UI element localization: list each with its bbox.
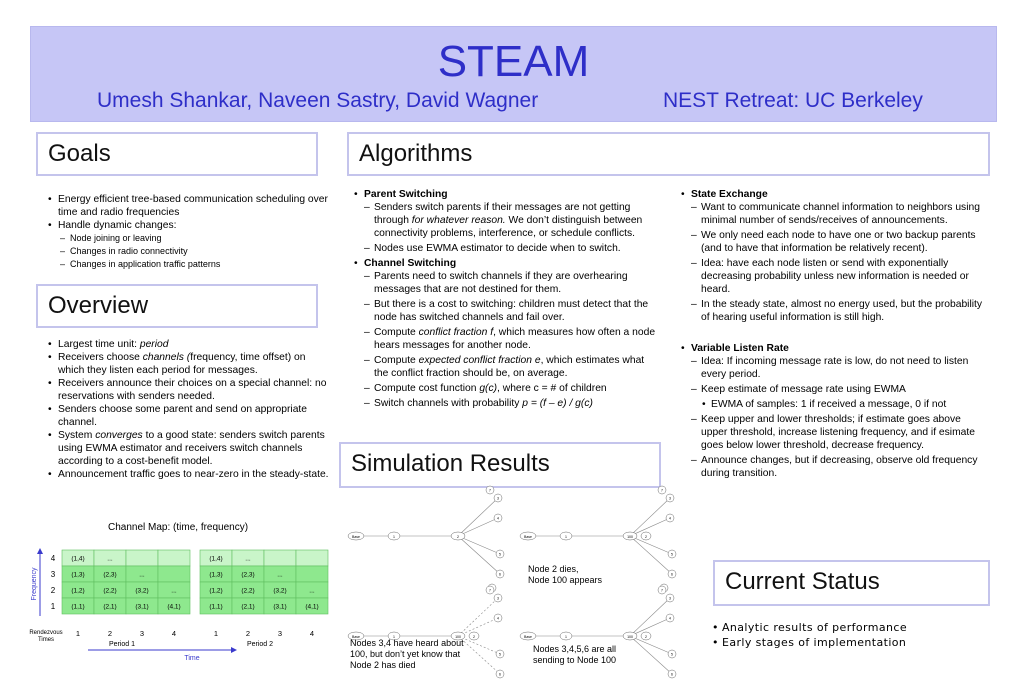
graph-node-label: 3 — [497, 496, 499, 501]
frequency-axis-arrow — [37, 548, 43, 554]
graph-node-label: 7 — [489, 488, 491, 493]
list-subitem: – But there is a cost to switching: children must detect that the node has switched channels and fail over. — [352, 298, 660, 324]
channel-cell-label: (3,2) — [273, 587, 287, 595]
channel-cell-label: (3,1) — [273, 603, 287, 611]
graph-node-label: 100 — [627, 535, 633, 539]
channel-cell-label: (2,3) — [103, 571, 117, 579]
channel-cell-label: ... — [171, 587, 177, 595]
simulation-graph — [348, 486, 504, 592]
list-subitem: – Announce changes, but if decreasing, observe old frequency during transition. — [679, 454, 984, 480]
list-subitem: – Keep upper and lower thresholds; if estimate goes above upper threshold, increase listening frequency, and if esimate goes below lower threshold, decrease frequency. — [679, 413, 984, 452]
time-axis-arrow — [231, 647, 237, 653]
channel-cell-label: ... — [277, 571, 283, 579]
time-axis-label: Time — [184, 655, 200, 662]
graph-edge — [458, 536, 500, 574]
list-item: • Receivers announce their choices on a special channel: no reservations with senders needed. — [46, 377, 331, 403]
graph-edge — [458, 498, 498, 536]
algorithms-right-list — [679, 188, 984, 482]
current-status-heading-box — [713, 560, 990, 606]
time-tick-label: 1 — [75, 629, 81, 638]
sim-caption-nodes3456: Nodes 3,4,5,6 are all sending to Node 100 — [533, 644, 617, 665]
state-exchange-title: • State Exchange — [679, 188, 984, 201]
channel-cell-label: (1,1) — [71, 603, 85, 611]
row-label: 1 — [50, 602, 56, 611]
graph-node-label: 1 — [565, 535, 567, 539]
list-item: • Receivers choose channels (frequency, time offset) on which they listen each period for messages. — [46, 351, 331, 377]
variable-listen-title: • Variable Listen Rate — [679, 342, 984, 355]
time-tick-label: 1 — [213, 629, 219, 638]
list-item: • Early stages of implementation — [710, 635, 907, 650]
channel-cell-label: (3,1) — [135, 603, 149, 611]
graph-node-label: 2 — [457, 535, 459, 539]
list-subsubitem: • EWMA of samples: 1 if received a message, 0 if not — [679, 398, 984, 411]
simulation-graph — [520, 586, 676, 682]
list-item: • System converges to a good state: senders switch parents using EWMA estimator and receivers switch channels according to a cost-benefit model. — [46, 429, 331, 468]
list-subitem: – Changes in application traffic patterns — [46, 258, 331, 271]
channel-cell — [264, 550, 296, 566]
row-label: 2 — [50, 586, 56, 595]
list-item: • Largest time unit: period — [46, 338, 331, 351]
graph-node-label: 3 — [497, 596, 499, 601]
poster-title: STEAM — [437, 37, 590, 86]
graph-node-label: 6 — [499, 572, 501, 577]
graph-node-label: Base — [352, 535, 360, 539]
list-subitem: – Keep estimate of message rate using EWMA — [679, 383, 984, 396]
list-subitem: – Changes in radio connectivity — [46, 245, 331, 258]
graph-node-label: 1 — [393, 635, 395, 639]
list-subitem: – Senders switch parents if their messages are not getting through for whatever reason. We don’t distinguish between connectivity problems, interference, or schedule conflicts. — [352, 201, 660, 240]
graph-node-label: Base — [524, 635, 532, 639]
list-subitem: – Parents need to switch channels if they are overhearing messages that are not destined for them. — [352, 270, 660, 296]
graph-edge — [630, 536, 672, 574]
channel-cell-label: ... — [139, 571, 145, 579]
graph-node-label: 2 — [645, 635, 647, 639]
list-item: • Handle dynamic changes: — [46, 219, 331, 232]
list-item: • Analytic results of performance — [710, 620, 907, 635]
channel-cell — [158, 566, 190, 582]
simulation-heading-box — [339, 442, 661, 488]
time-tick-label: 4 — [171, 629, 177, 638]
graph-node-label: 6 — [671, 572, 673, 577]
channel-cell — [296, 550, 328, 566]
goals-heading: Goals — [48, 140, 111, 167]
list-item: • Announcement traffic goes to near-zero in the steady-state. — [46, 468, 331, 481]
channel-cell-label: (1,2) — [209, 587, 223, 595]
channel-cell-label: (1,3) — [209, 571, 223, 579]
time-tick-label: 2 — [107, 629, 113, 638]
sim-caption-node2: Node 2 dies, Node 100 appears — [528, 564, 603, 585]
graph-node-label: Base — [352, 635, 360, 639]
rendezvous-label: Rendezvous — [29, 630, 63, 636]
channel-cell-label: (2,1) — [103, 603, 117, 611]
goals-list — [46, 193, 331, 271]
channel-cell-label: (1,1) — [209, 603, 223, 611]
channel-cell-label: (1,4) — [209, 555, 223, 563]
graph-node-label: 1 — [393, 535, 395, 539]
graph-node-label: 6 — [499, 672, 501, 677]
channel-cell-label: (1,4) — [71, 555, 85, 563]
time-tick-label: 4 — [309, 629, 315, 638]
graph-edge — [630, 636, 672, 674]
graph-edge — [458, 536, 500, 554]
algorithms-heading: Algorithms — [359, 140, 473, 167]
graph-node-label: 6 — [671, 672, 673, 677]
channel-cell — [158, 550, 190, 566]
row-label: 3 — [50, 570, 56, 579]
list-subitem: – Compute cost function g(c), where c = # of children — [352, 382, 660, 395]
list-subitem: – Want to communicate channel information to neighbors using minimal number of sends/receives of announcements. — [679, 201, 984, 227]
overview-heading: Overview — [48, 292, 149, 319]
channel-map-title: Channel Map: (time, frequency) — [108, 522, 249, 533]
graph-node-label: 7 — [661, 488, 663, 493]
channel-cell-label: (1,2) — [71, 587, 85, 595]
graph-node-label: 5 — [499, 652, 501, 657]
authors: Umesh Shankar, Naveen Sastry, David Wagner — [97, 89, 539, 112]
graph-node-label: 3 — [669, 596, 671, 601]
sim-caption-nodes34: Nodes 3,4 have heard about 100, but don’t yet know that Node 2 has died — [350, 638, 464, 670]
graph-node-label: 7 — [661, 588, 663, 593]
current-status-list — [710, 620, 907, 650]
channel-cell-label: ... — [245, 555, 251, 563]
graph-node-label: 4 — [669, 516, 671, 521]
channel-cell-label: (4,1) — [167, 603, 181, 611]
graph-node-label: 7 — [489, 588, 491, 593]
channel-cell-label: (2,2) — [241, 587, 255, 595]
channel-cell-label: (2,3) — [241, 571, 255, 579]
channel-cell-label: (1,3) — [71, 571, 85, 579]
parent-switching-title: • Parent Switching — [352, 188, 660, 201]
simulation-heading: Simulation Results — [351, 450, 550, 477]
list-subitem: – Idea: have each node listen or send with exponentially decreasing probability unless new information is needed or heard. — [679, 257, 984, 296]
row-label: 4 — [50, 554, 56, 563]
graph-node-label: Base — [524, 535, 532, 539]
list-subitem: – In the steady state, almost no energy used, but the probability of hearing useful information is still high. — [679, 298, 984, 324]
channel-map-diagram — [28, 544, 358, 662]
channel-cell — [296, 566, 328, 582]
graph-edge — [458, 598, 498, 636]
graph-edge — [630, 536, 672, 554]
overview-list — [46, 338, 331, 481]
list-subitem: – Switch channels with probability p = (f – e) / g(c) — [352, 397, 660, 410]
period-label: Period 2 — [246, 641, 274, 648]
time-tick-label: 2 — [245, 629, 251, 638]
list-item: • Senders choose some parent and send on appropriate channel. — [46, 403, 331, 429]
list-subitem: – Nodes use EWMA estimator to decide when to switch. — [352, 242, 660, 255]
current-status-heading: Current Status — [725, 568, 880, 595]
list-subitem: – Compute expected conflict fraction e, which estimates what the conflict fraction should be, on average. — [352, 354, 660, 380]
graph-node-label: 3 — [669, 496, 671, 501]
algorithms-left-list — [352, 188, 660, 412]
time-tick-label: 3 — [139, 629, 145, 638]
list-subitem: – Compute conflict fraction f, which measures how often a node hears messages for another node. — [352, 326, 660, 352]
graph-node-label: 1 — [565, 635, 567, 639]
graph-edge — [630, 498, 670, 536]
channel-cell-label: (4,1) — [305, 603, 319, 611]
graph-edge — [630, 636, 672, 654]
graph-node-label: 5 — [671, 552, 673, 557]
channel-cell-label: (2,1) — [241, 603, 255, 611]
channel-cell-label: ... — [107, 555, 113, 563]
frequency-axis-label: Frequency — [31, 567, 38, 601]
channel-cell-label: ... — [309, 587, 315, 595]
list-item: • Energy efficient tree-based communication scheduling over time and radio frequencies — [46, 193, 331, 219]
channel-cell-label: (2,2) — [103, 587, 117, 595]
channel-cell — [126, 550, 158, 566]
graph-node-label: 100 — [455, 635, 461, 639]
graph-node-label: 2 — [645, 535, 647, 539]
graph-node-label: 2 — [473, 635, 475, 639]
graph-node-label: 100 — [627, 635, 633, 639]
title-banner — [30, 26, 997, 122]
graph-node-label: 5 — [671, 652, 673, 657]
graph-node-label: 4 — [497, 616, 499, 621]
goals-heading-box — [36, 132, 318, 176]
period-label: Period 1 — [108, 641, 136, 648]
list-subitem: – We only need each node to have one or two backup parents (and to have that information be relatively recent). — [679, 229, 984, 255]
algorithms-heading-box — [347, 132, 990, 176]
venue: NEST Retreat: UC Berkeley — [663, 89, 923, 112]
graph-edge — [630, 598, 670, 636]
list-subitem: – Idea: If incoming message rate is low, do not need to listen every period. — [679, 355, 984, 381]
graph-node-label: 5 — [499, 552, 501, 557]
channel-switching-title: • Channel Switching — [352, 257, 660, 270]
time-tick-label: 3 — [277, 629, 283, 638]
graph-edge — [458, 518, 498, 536]
overview-heading-box — [36, 284, 318, 328]
graph-node-label: 4 — [497, 516, 499, 521]
channel-cell-label: (3,2) — [135, 587, 149, 595]
rendezvous-label: Times — [37, 637, 55, 643]
list-subitem: – Node joining or leaving — [46, 232, 331, 245]
graph-node-label: 4 — [669, 616, 671, 621]
